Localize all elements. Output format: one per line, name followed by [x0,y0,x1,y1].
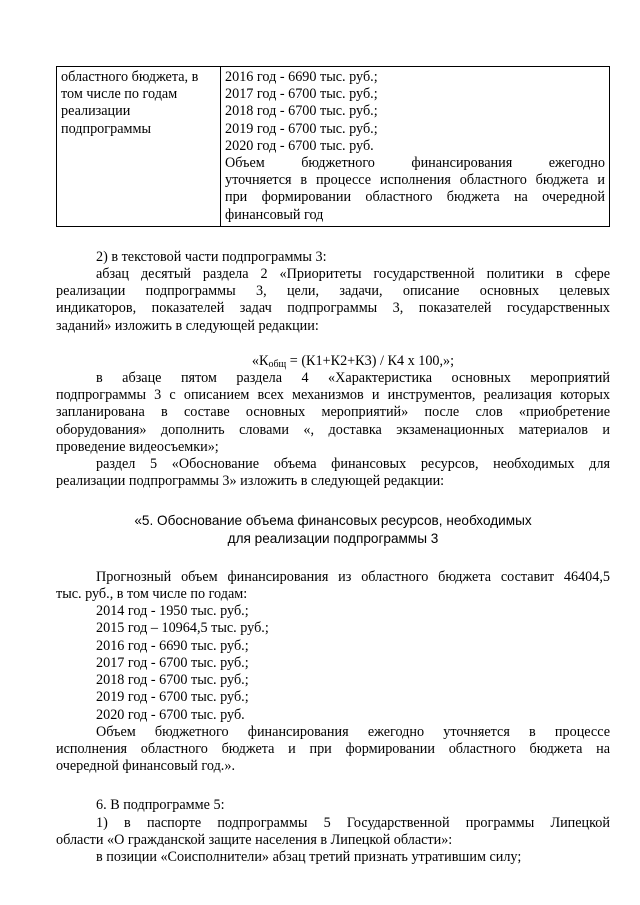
text-line: исполнения областного бюджета и при формировании областного бюджета на [56,740,610,757]
text-line: для реализации подпрограммы 3 [227,530,439,546]
text-line: проведение видеосъемки»; [56,438,219,455]
table-row [57,67,610,227]
year-line: 2018 год - 6700 тыс. руб.; [225,103,378,120]
text-line: раздел 5 «Обоснование объема финансовых ресурсов, необходимых для [96,456,610,473]
text-line: оборудования» дополнить словами «, доставка экзаменационных материалов и [56,421,610,438]
text-line: области «О гражданской защите населения в Липецкой области»: [56,831,453,848]
year-line: 2017 год - 6700 тыс. руб.; [225,86,378,103]
year-line: 2020 год - 6700 тыс. руб. [225,137,374,154]
text-line: реализации [61,103,131,120]
year-line: 2016 год - 6690 тыс. руб.; [96,637,249,654]
year-line: 2019 год - 6700 тыс. руб.; [225,120,378,137]
text-line: финансовый год [225,206,324,223]
text-line: индикаторов, показателей задач подпрограммы 3, показателей государственных [56,300,610,317]
year-line: 2016 год - 6690 тыс. руб.; [225,69,378,85]
text-line: реализации подпрограммы 3, цели, задачи, описание основных целевых [56,283,610,300]
section-5-title [56,512,610,546]
text-line: уточняется в процессе исполнения областного бюджета и [225,172,605,189]
text-line: заданий» изложить в следующей редакции: [56,317,319,334]
text-line: запланирована в составе основных мероприятий» после слов «приобретение [56,404,610,421]
text-line: абзац десятый раздела 2 «Приоритеты государственной политики в сфере [96,266,610,283]
year-line: 2017 год - 6700 тыс. руб.; [96,654,249,671]
text-line: очередной финансовый год.». [56,758,235,775]
passport-table [56,66,610,227]
text-line: при формировании областного бюджета на очередной [225,189,605,206]
text-line: Прогнозный объем финансирования из областного бюджета составит 46404,5 [96,568,610,585]
year-line: 2020 год - 6700 тыс. руб. [96,706,245,723]
section-5-body [56,569,610,775]
text-line: в позиции «Соисполнители» абзац третий признать утратившим силу; [96,848,522,865]
text-line: Объем бюджетного финансирования ежегодно [225,155,605,172]
text-line: том числе по годам [61,86,178,103]
item-2-paragraph-2 [56,370,610,456]
item-2-paragraph-3 [56,456,610,490]
year-line: 2015 год – 10964,5 тыс. руб.; [96,620,269,637]
year-line: 2018 год - 6700 тыс. руб.; [96,672,249,689]
table-cell-label [57,67,221,227]
document-page [56,66,610,866]
text-line: областного бюджета, в [61,69,199,85]
item-2-heading: 2) в текстовой части подпрограммы 3: [96,248,327,265]
item-2 [56,249,610,491]
table-cell-value [221,67,610,227]
item-6 [56,797,610,866]
text-line: в абзаце пятом раздела 4 «Характеристика основных мероприятий [96,370,610,387]
year-line: 2014 год - 1950 тыс. руб.; [96,603,249,620]
text-line: тыс. руб., в том числе по годам: [56,586,248,603]
text-line: 1) в паспорте подпрограммы 5 Государственной программы Липецкой [96,814,610,831]
text-line: реализации подпрограммы 3» изложить в следующей редакции: [56,473,445,490]
text-line: подпрограммы 3 с описанием всех механизмов и инструментов, реализация которых [56,387,610,404]
text-line: Объем бюджетного финансирования ежегодно уточняется в процессе [96,723,610,740]
item-6-heading: 6. В подпрограмме 5: [96,797,225,814]
text-line: подпрограммы [61,120,151,137]
formula: «$К_{общ} = (К1+К2+К3) / К4$ х 100,»; [251,352,455,370]
text-line: «5. Обоснование объема финансовых ресурсов, необходимых [134,513,532,529]
year-line: 2019 год - 6700 тыс. руб.; [96,689,249,706]
item-2-paragraph-1 [56,266,610,335]
